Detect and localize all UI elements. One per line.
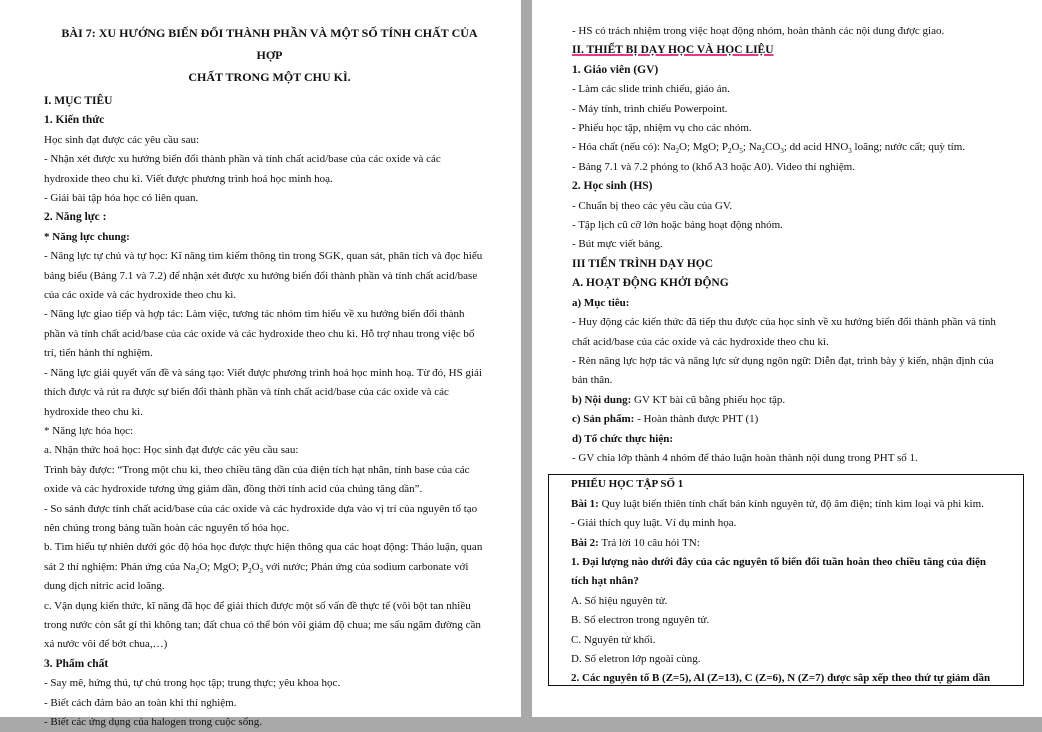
answer-option: A. Số hiệu nguyên tử.	[571, 594, 668, 607]
text-line: - Năng lực giao tiếp và hợp tác: Làm việc, tương tác nhóm tìm hiểu về xu hướng biến đổi thành	[44, 308, 465, 321]
text-line: - Giải thích quy luật. Ví dụ minh họa.	[571, 517, 737, 530]
text-line: Học sinh đạt được các yêu cầu sau:	[44, 133, 200, 146]
text-line: a) Mục tiêu:	[572, 296, 630, 309]
text-line: nên chúng trong bảng tuần hoàn các nguyên tố hóa học.	[44, 521, 290, 534]
text-line: - Năng lực tự chủ và tự học: Kĩ năng tìm kiếm thông tin trong SGK, quan sát, phân tích và đọc hiểu	[44, 250, 483, 263]
text-line: * Năng lực hóa học:	[44, 424, 134, 437]
text-line: sát 2 thí nghiệm: Phản ứng của $Na_2O$; MgO; $P_2O_3$ với nước; Phản ứng của sodium carbonate với	[44, 560, 469, 575]
text-line: - Phiếu học tập, nhiệm vụ cho các nhóm.	[572, 122, 752, 135]
text-line: - Bút mực viết bảng.	[572, 238, 663, 251]
spellcheck-underlined-heading: II. THIẾT BỊ DẠY HỌC VÀ HỌC LIỆU	[572, 44, 774, 57]
text-line: chất acid/base của các oxide và các hydroxide theo chu kì.	[572, 335, 829, 348]
question-line: 2. Các nguyên tố B (Z=5), Al (Z=13), C (Z=6), N (Z=7) được sắp xếp theo thứ tự giảm dần	[571, 672, 991, 685]
text-line: oxide và các hydroxide tương ứng giảm dần, đồng thời tính acid của chúng tăng dần”.	[44, 483, 423, 496]
text-line: Bài 1: Quy luật biến thiên tính chất bán kính nguyên tử, độ âm điện; tính kim loại và phi kim.	[571, 497, 984, 510]
text-line: c) Sản phẩm: - Hoàn thành được PHT (1)	[572, 413, 759, 426]
answer-option: D. Số eletron lớp ngoài cùng.	[571, 653, 701, 665]
subsection-heading: 2. Năng lực :	[44, 211, 107, 224]
text-line: - Tập lịch cũ cỡ lớn hoặc bảng hoạt động nhóm.	[572, 219, 783, 232]
text-line: - Nhận xét được xu hướng biến đổi thành phần và tính chất acid/base của các oxide và các	[44, 153, 441, 166]
text-line: hydroxide theo chu kì.	[44, 405, 143, 418]
text-line: phần và tính chất acid/base của các oxide và các hydroxide theo chu kì. Hỗ trợ nhau trong việc bố	[44, 327, 475, 340]
text-line: - Say mê, hứng thú, tự chủ trong học tập; trung thực; yêu khoa học.	[44, 677, 341, 690]
text-line: trong nước còn sắt gỉ thì không tan; đất chua có thể bón vôi giảm độ chua; me sấu ngâm đường cần	[44, 618, 481, 631]
text-line: b. Tìm hiểu tự nhiên dưới góc độ hóa học được thực hiện thông qua các hoạt động: Thảo luận, quan	[44, 541, 483, 554]
section-heading: I. MỤC TIÊU	[44, 95, 113, 107]
text-line: d) Tổ chức thực hiện:	[572, 432, 674, 445]
text-line: thích được và rút ra được sự biến đổi thành phần và tính chất acid/base của các oxide và các	[44, 386, 449, 399]
lesson-title: BÀI 7: XU HƯỚNG BIẾN ĐỔI THÀNH PHẦN VÀ MỘT SỐ TÍNH CHẤT CỦA HỢP CHẤT TRONG MỘT CHU KÌ.	[61, 26, 478, 84]
document-page-left	[0, 0, 521, 728]
text-line: - Năng lực giải quyết vấn đề và sáng tạo: Viết được phương trình hoá học minh hoạ. Từ đó, HS giải	[44, 366, 482, 379]
text-line: - Huy động các kiến thức đã tiếp thu được của học sinh về xu hướng biến đổi thành phần và tính	[572, 316, 996, 329]
text-line: - GV chia lớp thành 4 nhóm để thảo luận hoàn thành nội dung trong PHT số 1.	[572, 451, 918, 464]
question-line: tích hạt nhân?	[571, 575, 639, 588]
text-line: bản thân.	[572, 374, 613, 387]
text-line: - Làm các slide trình chiếu, giáo án.	[572, 83, 730, 96]
subsection-heading: 3. Phẩm chất	[44, 657, 109, 670]
text-line: - Biết các ứng dụng của halogen trong cuộc sống.	[44, 716, 262, 728]
subsection-heading: A. HOẠT ĐỘNG KHỞI ĐỘNG	[572, 277, 729, 290]
text-line: bảng biểu (Bảng 7.1 và 7.2) để nhận xét được xu hướng biến đổi thành phần và tính chất acid/base	[44, 269, 478, 282]
text-line: dung dịch nitric acid loãng.	[44, 580, 165, 593]
text-line: của các oxide và các hydroxide theo chu kì.	[44, 289, 237, 302]
text-line: b) Nội dung: GV KT bài cũ bằng phiếu học tập.	[572, 393, 786, 406]
question-line: 1. Đại lượng nào dưới đây của các nguyên tố biến đổi tuần hoàn theo chiều tăng của điện	[571, 555, 987, 568]
worksheet-box	[548, 474, 1024, 686]
text-line: - HS có trách nhiệm trong việc hoạt động nhóm, hoàn thành các nội dung được giao.	[572, 25, 945, 37]
text-line: - Giải bài tập hóa học có liên quan.	[44, 192, 199, 205]
text-line: - Chuẩn bị theo các yêu cầu của GV.	[572, 199, 733, 212]
text-line: a. Nhận thức hoá học: Học sinh đạt được các yêu cầu sau:	[44, 444, 299, 457]
subsection-heading: 2. Học sinh (HS)	[572, 180, 653, 193]
text-line: trí, tiến hành thí nghiệm.	[44, 347, 153, 360]
subsection-heading: 1. Kiến thức	[44, 114, 105, 127]
answer-option: B. Số electron trong nguyên tử.	[571, 614, 710, 627]
text-line: c. Vận dụng kiến thức, kĩ năng đã học để giải thích được một số vấn đề thực tế (vôi bột tan nhiều	[44, 599, 471, 612]
answer-option: C. Nguyên tử khối.	[571, 633, 656, 646]
subsection-heading: 1. Giáo viên (GV)	[572, 63, 659, 76]
text-line: - Biết cách đảm bảo an toàn khi thí nghiệm.	[44, 696, 237, 709]
text-line: - Rèn năng lực hợp tác và năng lực sử dụng ngôn ngữ: Diễn đạt, trình bày ý kiến, nhận định của	[572, 354, 994, 367]
worksheet-title: PHIẾU HỌC TẬP SỐ 1	[571, 478, 684, 491]
text-line: * Năng lực chung:	[44, 230, 130, 243]
text-line: - Bảng 7.1 và 7.2 phóng to (khổ A3 hoặc A0). Video thí nghiệm.	[572, 160, 855, 173]
text-line: - So sánh được tính chất acid/base của các oxide và các hydroxide dựa vào vị trí của nguyên tố tạo	[44, 502, 478, 515]
text-line: - Hóa chất (nếu có): $Na_2O$; MgO; $P_2O_5$; $Na_2CO_3$; dd acid $HNO_3$ loãng; nước cất; quỳ tím.	[572, 141, 965, 156]
section-heading: III TIẾN TRÌNH DẠY HỌC	[572, 257, 714, 270]
document-page-right	[532, 0, 1042, 717]
text-line: Trình bày được: “Trong một chu kì, theo chiều tăng dần của điện tích hạt nhân, tính base của các	[44, 463, 470, 476]
text-line: xả nước vôi để bớt chua,…)	[44, 638, 168, 651]
text-line: hydroxide theo chu kì. Viết được phương trình hoá học minh hoạ.	[44, 172, 333, 185]
section-heading	[572, 41, 1030, 60]
text-line: - Máy tính, trình chiếu Powerpoint.	[572, 102, 728, 115]
text-line: Bài 2: Trả lời 10 câu hỏi TN:	[571, 536, 700, 549]
